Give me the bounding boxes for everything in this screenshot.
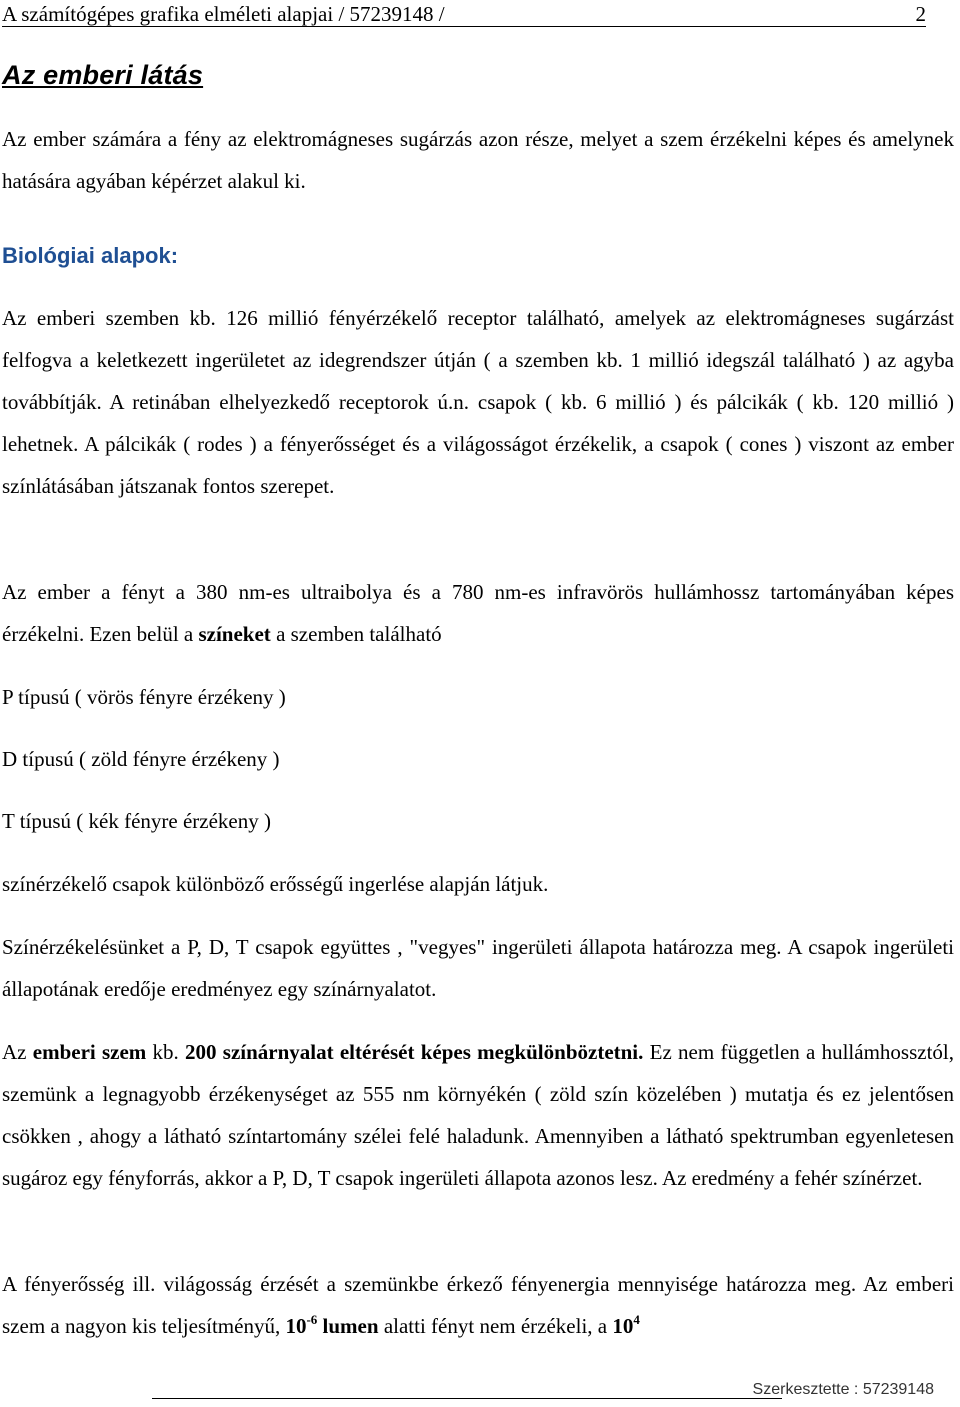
bright-exponent-2: 4 [633, 1312, 640, 1327]
cone-summary: színérzékelő csapok különböző erősségű ingerlése alapján látjuk. [2, 872, 549, 896]
sens-text-start: Az [2, 1040, 33, 1064]
range-text: Az ember a fényt a 380 nm-es ultraibolya és a 780 nm-es infravörös hullámhossz tartományában képes érzékelni. Ezen belül a [2, 580, 954, 646]
cone-type-p: P típusú ( vörös fényre érzékeny ) [2, 685, 286, 709]
cone-type-t: T típusú ( kék fényre érzékeny ) [2, 809, 272, 833]
sens-text-end: Ez nem független a hullámhossztól, szemünk a legnagyobb érzékenységet az 555 nm környékén ( zöld szín közelében ) mutatja és ez jelentősen csökken , ahogy a látható színtartomány szélei felé haladunk. Amennyiben a látható spektrumban egyenletesen sugároz egy fényforrás, akkor a P, D, T csapok ingerületi állapota azonos lesz. Az eredmény a fehér színérzet. [2, 1040, 954, 1190]
sens-text-mid: kb. [146, 1040, 186, 1064]
sens-bold-eye: emberi szem [32, 1040, 147, 1064]
biology-paragraph: Az emberi szemben kb. 126 millió fényérzékelő receptor található, amelyek az elektromágneses sugárzást felfogva a keletkezett ingerületet az idegrendszer útján ( a szemben kb. 1 millió idegszál található ) az agyba továbbítják. A retinában elhelyezkedő receptorok ú.n. csapok ( kb. 6 millió ) és pálcikák ( kb. 120 millió ) lehetnek. A pálcikák ( rodes ) a fényerősséget és a világosságot érzékelik, a csapok ( cones ) viszont az ember színlátásában játszanak fontos szerepet. [2, 306, 954, 498]
bright-power-base-1: 10 [285, 1314, 307, 1338]
range-tail: a szemben található [270, 622, 442, 646]
running-header [2, 2, 926, 27]
bright-power-base-2: 10 [612, 1314, 634, 1338]
range-bold-term: színeket [198, 622, 271, 646]
subheading: Biológiai alapok: [2, 243, 179, 268]
sensitivity-paragraph [2, 1031, 954, 1199]
header-title: A számítógépes grafika elméleti alapjai / 57239148 / [2, 2, 445, 26]
bright-text-start: A fényerősség ill. világosság érzését a szemünkbe érkező fényenergia mennyisége határozza meg. Az emberi szem a nagyon kis teljesítményű, [2, 1272, 954, 1338]
section-title: Az emberi látás [2, 60, 204, 90]
perception-paragraph: Színérzékelésünket a P, D, T csapok együttes , "vegyes" ingerületi állapota határozza meg. A csapok ingerületi állapotának eredője eredményez egy színárnyalatot. [2, 935, 954, 1001]
bright-unit-lumen: lumen [317, 1314, 379, 1338]
sens-bold-shades: 200 színárnyalat eltérését képes megkülönböztetni. [185, 1040, 644, 1064]
page-number: 2 [915, 2, 926, 26]
bright-exponent-1: -6 [306, 1312, 318, 1327]
footer-credit: Szerkesztette : 57239148 [752, 1381, 934, 1398]
footer-rule [152, 1398, 782, 1399]
wavelength-range-paragraph [2, 571, 954, 655]
brightness-paragraph [2, 1263, 954, 1347]
cone-type-d: D típusú ( zöld fényre érzékeny ) [2, 747, 280, 771]
intro-paragraph: Az ember számára a fény az elektromágneses sugárzás azon része, melyet a szem érzékelni képes és amelynek hatására agyában képérzet alakul ki. [2, 127, 954, 193]
bright-text-mid: alatti fényt nem érzékeli, a [378, 1314, 613, 1338]
